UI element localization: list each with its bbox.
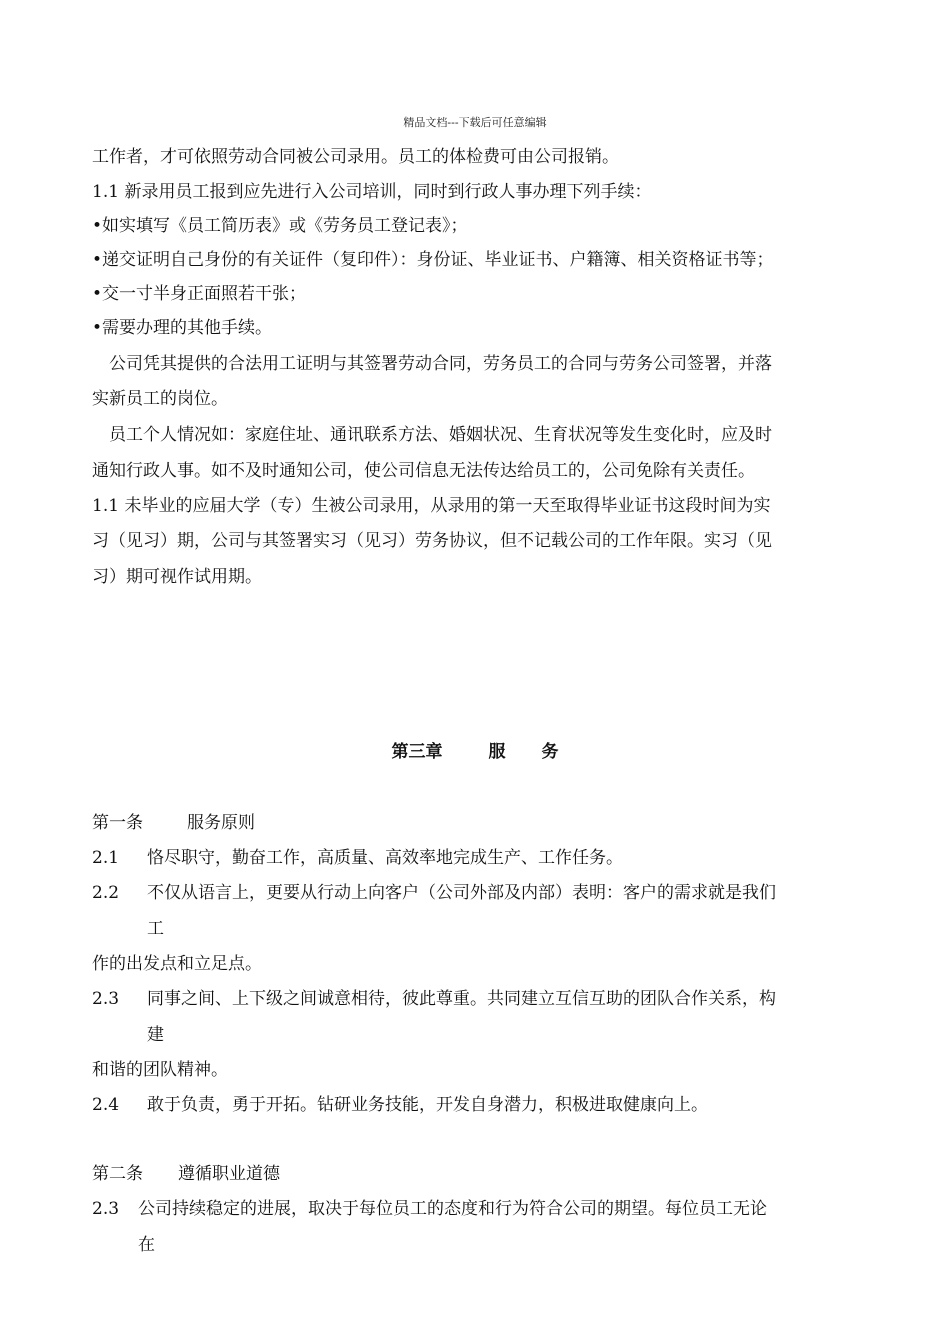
- clause-number: 2.2: [92, 883, 120, 903]
- article-heading: [92, 811, 255, 835]
- clause-continuation: 和谐的团队精神。: [92, 1060, 228, 1080]
- clause-wrap: 工: [147, 919, 164, 939]
- body-line: 实新员工的岗位。: [92, 389, 228, 409]
- article-title: 遵循职业道德: [178, 1164, 280, 1184]
- body-line: 工作者，才可依照劳动合同被公司录用。员工的体检费可由公司报销。: [92, 147, 619, 167]
- bullet-item: •交一寸半身正面照若干张；: [92, 284, 307, 304]
- clause-wrap: 建: [147, 1025, 164, 1045]
- body-line: 习）期可视作试用期。: [92, 567, 262, 587]
- chapter-char: 务: [541, 742, 559, 762]
- body-line: 习（见习）期，公司与其签署实习（见习）劳务协议，但不记载公司的工作年限。实习（见: [92, 531, 772, 551]
- page-header: 精品文档---下载后可任意编辑: [403, 116, 547, 129]
- clause: [92, 881, 776, 905]
- chapter-title: [0, 740, 950, 764]
- clause-number: 2.1: [92, 848, 120, 868]
- body-line: 公司凭其提供的合法用工证明与其签署劳动合同，劳务员工的合同与劳务公司签署，并落: [109, 354, 772, 374]
- article-heading: [92, 1162, 280, 1186]
- article-number: 第一条: [92, 813, 143, 833]
- clause-number: 2.4: [92, 1095, 120, 1115]
- clause: [92, 987, 776, 1011]
- bullet-item: •如实填写《员工简历表》或《劳务员工登记表》；: [92, 216, 468, 236]
- article-title: 服务原则: [187, 813, 255, 833]
- body-line: 1.1 未毕业的应届大学（专）生被公司录用，从录用的第一天至取得毕业证书这段时间为实: [92, 496, 771, 516]
- clause-number: 2.3: [92, 1199, 120, 1219]
- article-number: 第二条: [92, 1164, 143, 1184]
- clause-text: 公司持续稳定的进展，取决于每位员工的态度和行为符合公司的期望。每位员工无论: [138, 1199, 767, 1219]
- clause-text: 恪尽职守，勤奋工作，高质量、高效率地完成生产、工作任务。: [147, 848, 623, 868]
- clause-text: 敢于负责，勇于开拓。钻研业务技能，开发自身潜力，积极进取健康向上。: [147, 1095, 708, 1115]
- body-line: 员工个人情况如：家庭住址、通讯联系方法、婚姻状况、生育状况等发生变化时，应及时: [109, 425, 772, 445]
- clause-continuation: 作的出发点和立足点。: [92, 954, 262, 974]
- clause-number: 2.3: [92, 989, 120, 1009]
- body-line: 通知行政人事。如不及时通知公司，使公司信息无法传达给员工的，公司免除有关责任。: [92, 461, 755, 481]
- bullet-item: •需要办理的其他手续。: [92, 318, 273, 338]
- clause: [92, 846, 623, 870]
- clause: [92, 1093, 708, 1117]
- bullet-item: •递交证明自己身份的有关证件（复印件）：身份证、毕业证书、户籍簿、相关资格证书等；: [92, 250, 774, 270]
- clause-text: 同事之间、上下级之间诚意相待，彼此尊重。共同建立互信互助的团队合作关系，构: [147, 989, 776, 1009]
- body-line: 1.1 新录用员工报到应先进行入公司培训，同时到行政人事办理下列手续：: [92, 182, 652, 202]
- clause: [92, 1197, 767, 1221]
- clause-wrap: 在: [138, 1235, 155, 1255]
- chapter-number: 第三章: [391, 742, 443, 762]
- clause-text: 不仅从语言上，更要从行动上向客户（公司外部及内部）表明：客户的需求就是我们: [147, 883, 776, 903]
- chapter-char: 服: [488, 742, 506, 762]
